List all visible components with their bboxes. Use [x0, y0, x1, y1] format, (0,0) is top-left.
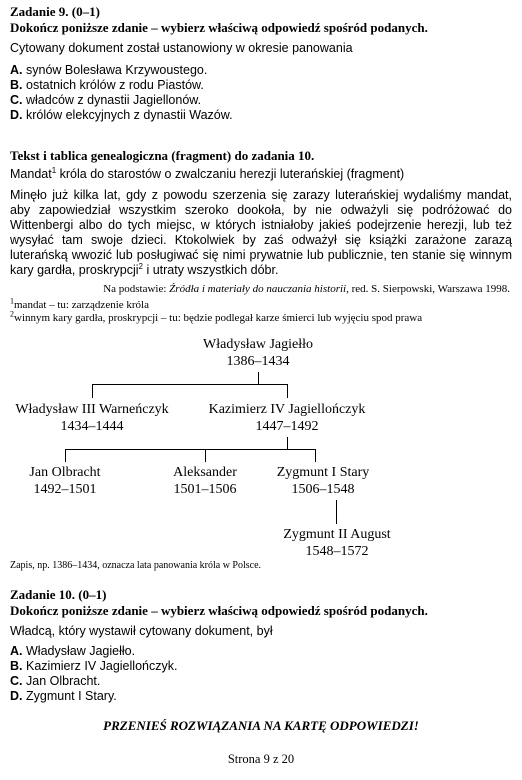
option-letter: A. [10, 644, 23, 658]
tree-node-aleksander [155, 464, 255, 498]
footnote-2 [10, 309, 423, 325]
task10-option-c[interactable] [10, 674, 100, 689]
task9-stem: Cytowany dokument został ustanowiony w okresie panowania [10, 41, 353, 55]
option-letter: C. [10, 674, 23, 688]
tree-node-olbracht [10, 464, 120, 498]
option-letter: B. [10, 78, 23, 92]
citation-prefix: Na podstawie: [103, 283, 170, 295]
option-text: władców z dynastii Jagiellonów. [26, 93, 202, 107]
option-text: Zygmunt I Stary. [26, 689, 117, 703]
task10-stem: Władcą, który wystawił cytowany dokument, był [10, 624, 273, 638]
tree-connector [315, 449, 316, 462]
tree-connector [92, 384, 93, 398]
footnote-marker: 1 [51, 165, 57, 175]
task10-instruction: Dokończ poniższe zdanie – wybierz właściwą odpowiedź spośród podanych. [10, 603, 428, 618]
tree-connector [287, 437, 288, 449]
footnote-1 [10, 296, 149, 312]
tree-connector [92, 384, 287, 385]
task9-title: Zadanie 9. (0–1) [10, 4, 100, 19]
genealogy-note: Zapis, np. 1386–1434, oznacza lata panowania króla w Polsce. [10, 560, 262, 571]
tree-connector [287, 384, 288, 398]
footnote-text: mandat – tu: zarządzenie króla [14, 299, 149, 311]
citation [103, 283, 510, 296]
tree-node-kazimierz [192, 401, 382, 435]
task9-option-d[interactable] [10, 108, 233, 123]
tree-node-years: 1434–1444 [60, 419, 124, 434]
tree-node-years: 1548–1572 [305, 544, 369, 559]
document-title [10, 167, 404, 182]
option-text: Władysław Jagiełło. [26, 644, 136, 658]
tree-node-years: 1447–1492 [255, 419, 319, 434]
tree-connector [258, 372, 259, 384]
option-letter: D. [10, 689, 23, 703]
document-title-rest: króla do starostów o zwalczaniu herezji luterańskiej (fragment) [56, 167, 405, 181]
option-letter: C. [10, 93, 23, 107]
task9-instruction: Dokończ poniższe zdanie – wybierz właściwą odpowiedź spośród podanych. [10, 20, 428, 35]
task9-option-b[interactable] [10, 78, 204, 93]
tree-node-years: 1386–1434 [226, 354, 290, 369]
tree-node-name: Jan Olbracht [29, 465, 101, 480]
paragraph-text: Minęło już kilka lat, gdy z powodu szerzenia się zarazy luterańskiej wydaliśmy mandat, aby zapowiedział wszystkim szeroko dookoła, by nie odważyli się podróżować do Wittenbergi albo do tych miejsc, w których istniałoby jakieś podejrzenie herezji, lub też wysyłać tam swoje dzieci. Ktokolwiek by zaś odważył się książki zarażone zarazą luterańską wwozić lub posługiwać się nimi prywatnie lub publicznie, ten stanie się winnym kary gardła, proskrypcji [10, 188, 512, 277]
source-paragraph [10, 188, 512, 278]
tree-node-years: 1506–1548 [291, 482, 355, 497]
task9-option-c[interactable] [10, 93, 201, 108]
tree-node-years: 1492–1501 [33, 482, 97, 497]
option-text: Kazimierz IV Jagiellończyk. [26, 659, 178, 673]
tree-connector [65, 449, 66, 462]
citation-suffix: , red. S. Sierpowski, Warszawa 1998. [346, 283, 510, 295]
genealogy-tree [0, 336, 522, 566]
tree-connector [205, 449, 206, 462]
task10-option-b[interactable] [10, 659, 177, 674]
citation-title: Źródła i materiały do nauczania historii [169, 283, 347, 295]
paragraph-text-end: i utraty wszystkich dóbr. [142, 263, 279, 277]
page-number: Strona 9 z 20 [227, 752, 295, 766]
tree-node-warnenczyk [2, 401, 182, 435]
tree-node-root [203, 336, 313, 370]
task10-title: Zadanie 10. (0–1) [10, 587, 107, 602]
tree-node-name: Zygmunt I Stary [276, 465, 370, 480]
tree-node-name: Aleksander [173, 465, 237, 480]
source-heading: Tekst i tablica genealogiczna (fragment) do zadania 10. [10, 148, 315, 163]
footnote-number: 1 [10, 296, 14, 306]
tree-node-name: Kazimierz IV Jagiellończyk [208, 402, 366, 417]
transfer-notice: PRZENIEŚ ROZWIĄZANIA NA KARTĘ ODPOWIEDZI! [103, 718, 419, 733]
task10-option-d[interactable] [10, 689, 117, 704]
option-letter: D. [10, 108, 23, 122]
tree-node-name: Władysław III Warneńczyk [15, 402, 169, 417]
footnote-marker: 2 [138, 261, 143, 271]
option-letter: B. [10, 659, 23, 673]
tree-node-zygmunt-stary [258, 464, 388, 498]
task9-option-a[interactable] [10, 63, 207, 78]
tree-node-name: Władysław Jagiełło [203, 337, 314, 352]
footnote-number: 2 [10, 309, 14, 319]
footnote-text: winnym kary gardła, proskrypcji – tu: będzie podlegał karze śmierci lub wyjęciu spod prawa [14, 312, 423, 324]
option-text: Jan Olbracht. [26, 674, 101, 688]
tree-connector [65, 449, 315, 450]
option-text: ostatnich królów z rodu Piastów. [26, 78, 204, 92]
tree-node-years: 1501–1506 [173, 482, 237, 497]
option-text: synów Bolesława Krzywoustego. [26, 63, 208, 77]
document-title-word: Mandat [10, 167, 52, 181]
tree-connector [336, 500, 337, 524]
option-letter: A. [10, 63, 23, 77]
tree-node-name: Zygmunt II August [283, 527, 391, 542]
tree-node-zygmunt-august [272, 526, 402, 560]
option-text: królów elekcyjnych z dynastii Wazów. [26, 108, 233, 122]
task10-option-a[interactable] [10, 644, 135, 659]
